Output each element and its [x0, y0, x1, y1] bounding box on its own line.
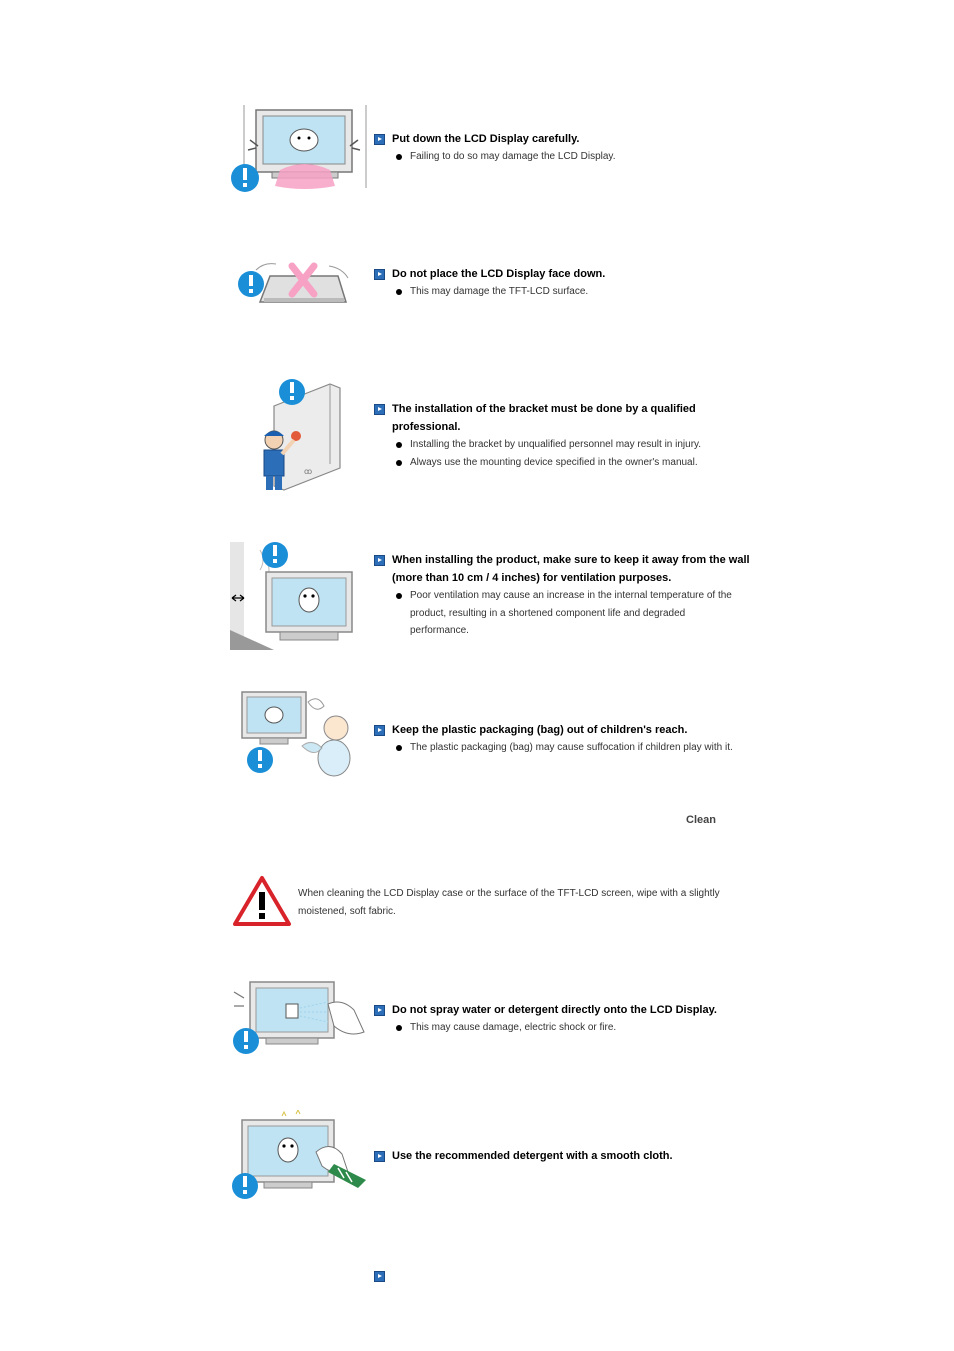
- children-packaging-illustration: [238, 688, 358, 788]
- section-marker-icon: [374, 1271, 385, 1282]
- section-marker-icon: [374, 1151, 385, 1162]
- section-marker-icon: [374, 134, 385, 145]
- bullet-item: Failing to do so may damage the LCD Display.: [374, 148, 774, 166]
- caution-item-ventilation: [374, 551, 774, 640]
- caution-item-packaging: [374, 721, 774, 757]
- bullet-item: This may cause damage, electric shock or fire.: [374, 1019, 774, 1037]
- bullet-list: [374, 1019, 774, 1037]
- item-heading: Use the recommended detergent with a smooth cloth.: [374, 1147, 774, 1165]
- bullet-item: The plastic packaging (bag) may cause suffocation if children play with it.: [374, 739, 774, 757]
- item-heading: Put down the LCD Display carefully.: [374, 130, 774, 148]
- caution-item-bracket: [374, 400, 774, 471]
- caution-item-no-spray: [374, 1001, 774, 1037]
- bullet-list: [374, 148, 774, 166]
- put-down-carefully-illustration: [230, 100, 370, 195]
- ventilation-illustration: [230, 540, 355, 652]
- section-marker-icon: [374, 404, 385, 415]
- caution-item-face-down: [374, 265, 774, 301]
- bullet-item: Always use the mounting device specified in the owner's manual.: [374, 454, 774, 472]
- bracket-installation-illustration: [252, 378, 352, 496]
- bullet-list: [374, 739, 774, 757]
- item-heading: The installation of the bracket must be done by a qualified professional.: [374, 400, 774, 436]
- item-heading: Do not spray water or detergent directly onto the LCD Display.: [374, 1001, 774, 1019]
- section-marker-icon: [374, 1005, 385, 1016]
- detergent-cloth-illustration: [230, 1110, 370, 1202]
- section-marker-icon: [374, 555, 385, 566]
- no-spray-illustration: [230, 978, 370, 1058]
- item-heading: When installing the product, make sure to keep it away from the wall (more than 10 cm / 4 inches) for ventilation purposes.: [374, 551, 774, 587]
- caution-item-put-down: [374, 130, 774, 166]
- item-heading: Keep the plastic packaging (bag) out of children's reach.: [374, 721, 774, 739]
- bullet-item: This may damage the TFT-LCD surface.: [374, 283, 774, 301]
- section-title-clean: Clean: [686, 814, 716, 826]
- item-heading: Do not place the LCD Display face down.: [374, 265, 774, 283]
- bullet-item: Poor ventilation may cause an increase in the internal temperature of the product, resulting in a shortened component life and degraded performance.: [374, 587, 774, 640]
- bullet-list: [374, 283, 774, 301]
- bullet-list: [374, 587, 774, 640]
- bullet-item: Installing the bracket by unqualified personnel may result in injury.: [374, 436, 774, 454]
- section-marker-icon: [374, 269, 385, 280]
- face-down-illustration: [234, 258, 354, 308]
- warning-triangle-icon: [232, 875, 292, 927]
- caution-item-detergent: [374, 1147, 774, 1165]
- section-marker-icon: [374, 725, 385, 736]
- bullet-list: [374, 436, 774, 471]
- svg-text:ꝏ: ꝏ: [304, 467, 313, 476]
- cleaning-warning-text: When cleaning the LCD Display case or the surface of the TFT-LCD screen, wipe with a slightly moistened, soft fabric.: [298, 888, 720, 917]
